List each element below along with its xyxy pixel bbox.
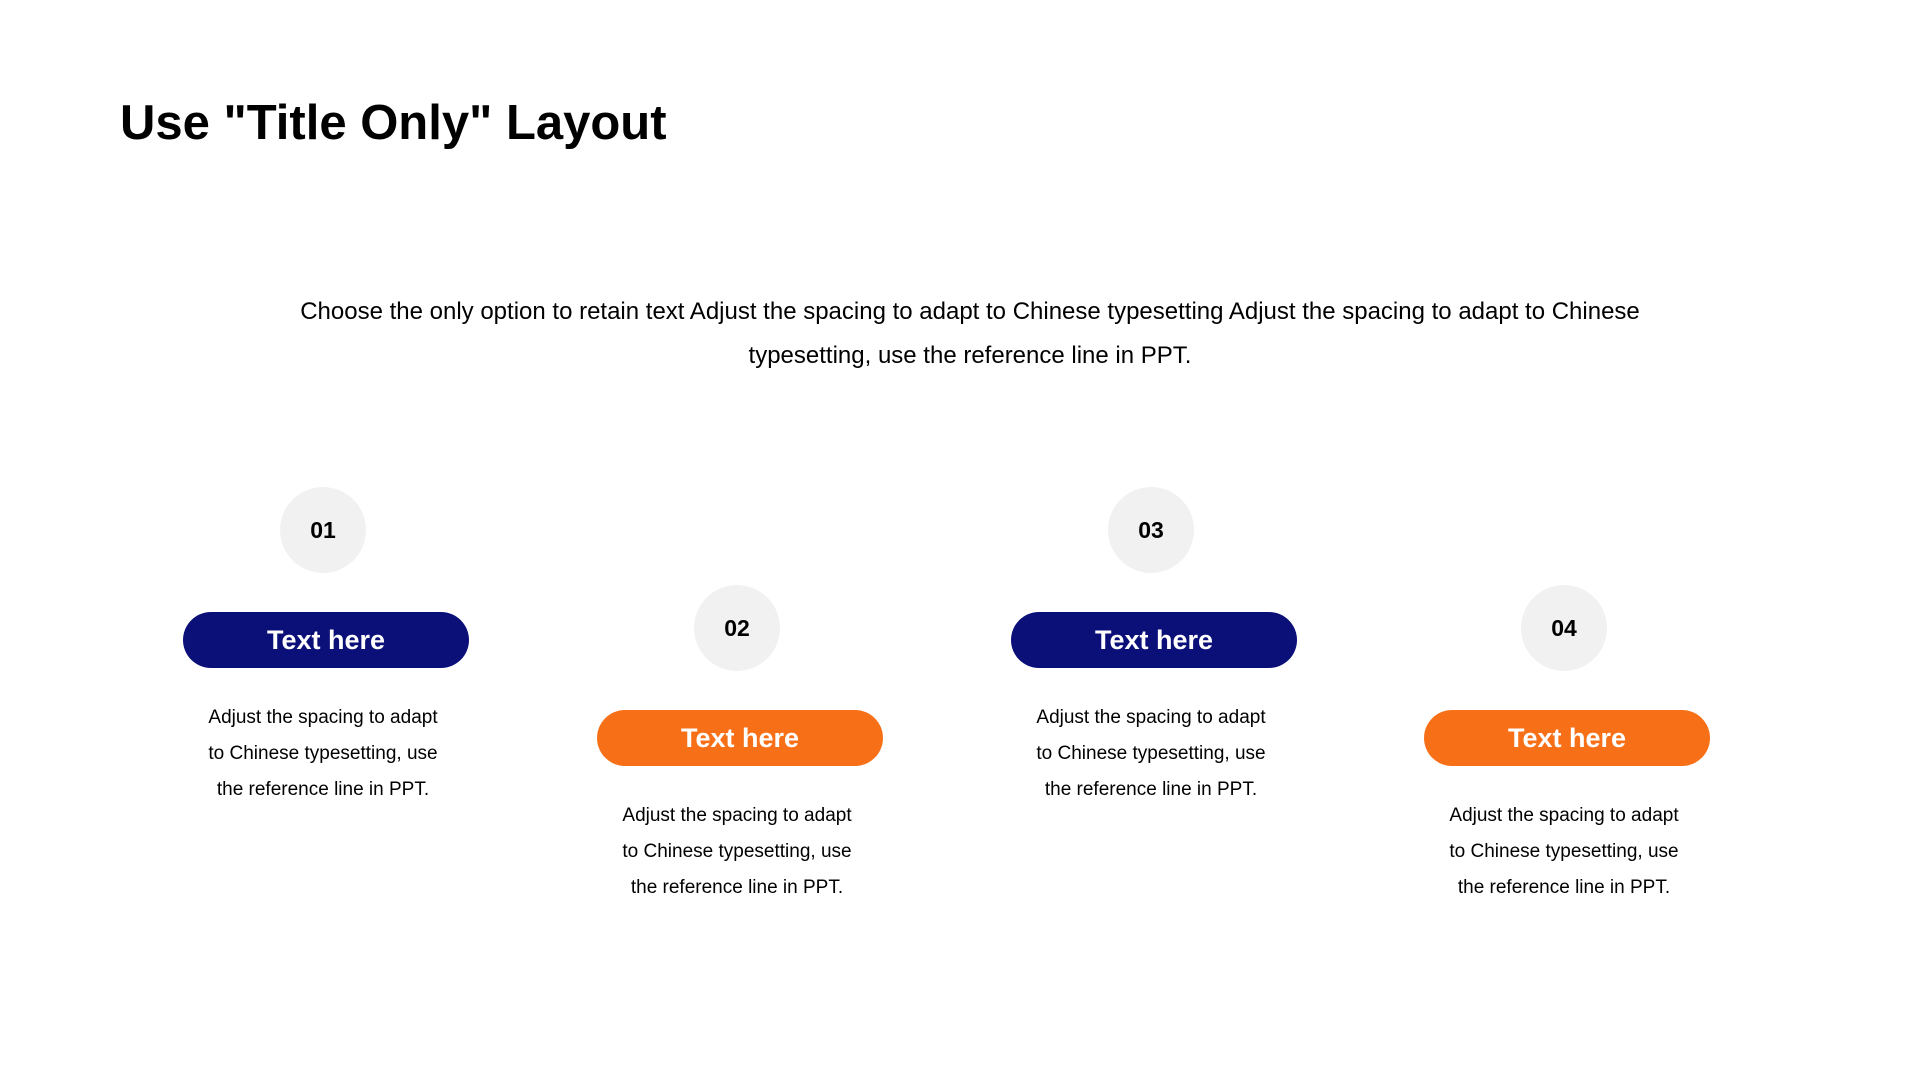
step-description-line: to Chinese typesetting, use [1036, 743, 1266, 764]
step-description-line: to Chinese typesetting, use [1449, 841, 1679, 862]
step-description-line: the reference line in PPT. [216, 779, 430, 800]
step-description-line: to Chinese typesetting, use [622, 841, 852, 862]
step-number-badge: 04 [1521, 585, 1607, 671]
step-description [577, 798, 897, 906]
step-description [1404, 798, 1724, 906]
step-label-pill: Text here [1011, 612, 1297, 668]
step-number-badge: 02 [694, 585, 780, 671]
step-number-badge: 03 [1108, 487, 1194, 573]
intro-paragraph: Choose the only option to retain text Adjust the spacing to adapt to Chinese typesetting Adjust the spacing to adapt to Chinese typesetting, use the reference line in PPT. [300, 298, 1640, 369]
step-description-line: Adjust the spacing to adapt [622, 805, 852, 826]
step-number-badge: 01 [280, 487, 366, 573]
step-description [163, 700, 483, 808]
step-description-line: Adjust the spacing to adapt [1449, 805, 1679, 826]
step-description-line: to Chinese typesetting, use [208, 743, 438, 764]
step-label-pill: Text here [1424, 710, 1710, 766]
step-label-pill: Text here [597, 710, 883, 766]
step-description-line: the reference line in PPT. [1044, 779, 1258, 800]
step-description [991, 700, 1311, 808]
step-description-line: the reference line in PPT. [630, 877, 844, 898]
step-description-line: the reference line in PPT. [1457, 877, 1671, 898]
step-description-line: Adjust the spacing to adapt [208, 707, 438, 728]
step-label-pill: Text here [183, 612, 469, 668]
slide-title: Use "Title Only" Layout [120, 96, 667, 150]
step-description-line: Adjust the spacing to adapt [1036, 707, 1266, 728]
